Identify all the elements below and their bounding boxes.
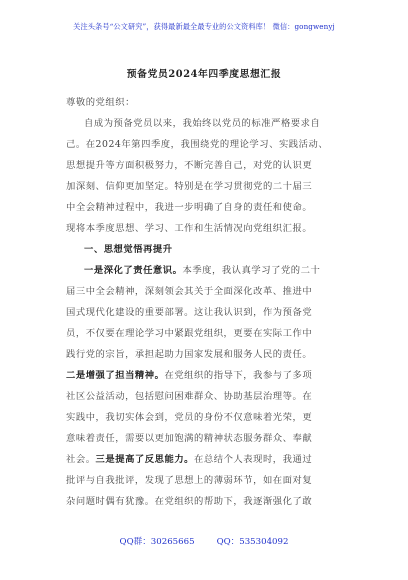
- point-text: 社会。: [66, 454, 96, 465]
- intro-line: 中全会精神过程中，我进一步明确了自身的责任和使命。: [66, 202, 313, 213]
- intro-line: 现将本季度思想、学习、工作和生活情况向党组织汇报。: [66, 223, 313, 234]
- point-line: 实践中，我切实体会到，党员的身份不仅意味着光荣，更: [66, 412, 313, 423]
- point-line: [66, 260, 348, 281]
- point-line: 杂问题时偶有犹豫。在党组织的帮助下，我逐渐强化了敢: [66, 496, 313, 507]
- document-title: 预备党员2024年四季度思想汇报: [126, 69, 282, 80]
- intro-line: 己。在2024年第四季度，我围绕党的理论学习、实践活动、: [66, 139, 329, 150]
- point-text: 在总结个人表现时，我通过: [194, 454, 313, 465]
- point-line: [66, 365, 348, 386]
- intro-line: 加深刻、信仰更加坚定。特别是在学习贯彻党的二十届三: [66, 181, 313, 192]
- point-line: 届三中全会精神，深刻领会其关于全面深化改革、推进中: [66, 286, 313, 297]
- qq-group: QQ群：30265665: [119, 537, 195, 547]
- footer-contact: [0, 535, 408, 547]
- point-line: 员，不仅要在理论学习中紧跟党组织，更要在实际工作中: [66, 328, 313, 339]
- point-line: 践行党的宗旨，承担起助力国家发展和服务人民的责任。: [66, 349, 313, 360]
- point-lead: 二是增强了担当精神。: [66, 370, 165, 381]
- qq-number: QQ：535304092: [216, 537, 289, 547]
- point-line: 社区公益活动，包括慰问困难群众、协助基层治理等。在: [66, 391, 313, 402]
- point-line: 批评与自我批评，发现了思想上的薄弱环节，如在面对复: [66, 475, 313, 486]
- salutation: 尊敬的党组织：: [66, 97, 135, 108]
- point-lead: 一是深化了责任意识。: [84, 265, 183, 276]
- point-lead: 三是提高了反思能力。: [95, 454, 195, 465]
- point-line: 意味着责任，需要以更加饱满的精神状态服务群众、奉献: [66, 433, 313, 444]
- point-text: 本季度，我认真学习了党的二十: [182, 265, 321, 276]
- point-line: [66, 449, 348, 470]
- header-banner: 关注头条号“公文研究”，获得最新最全最专业的公文资料库！ 微信：gongwenyj: [73, 22, 335, 31]
- point-text: 在党组织的指导下，我参与了多项: [164, 370, 313, 381]
- intro-line: 思想提升等方面积极努力，不断完善自己，对党的认识更: [66, 160, 313, 171]
- document-body: [66, 92, 348, 512]
- point-line: 国式现代化建设的重要部署。这让我认识到，作为预备党: [66, 307, 313, 318]
- intro-line: 自成为预备党员以来，我始终以党员的标准严格要求自: [84, 118, 321, 129]
- section-heading: 一、思想觉悟再提升: [84, 244, 173, 255]
